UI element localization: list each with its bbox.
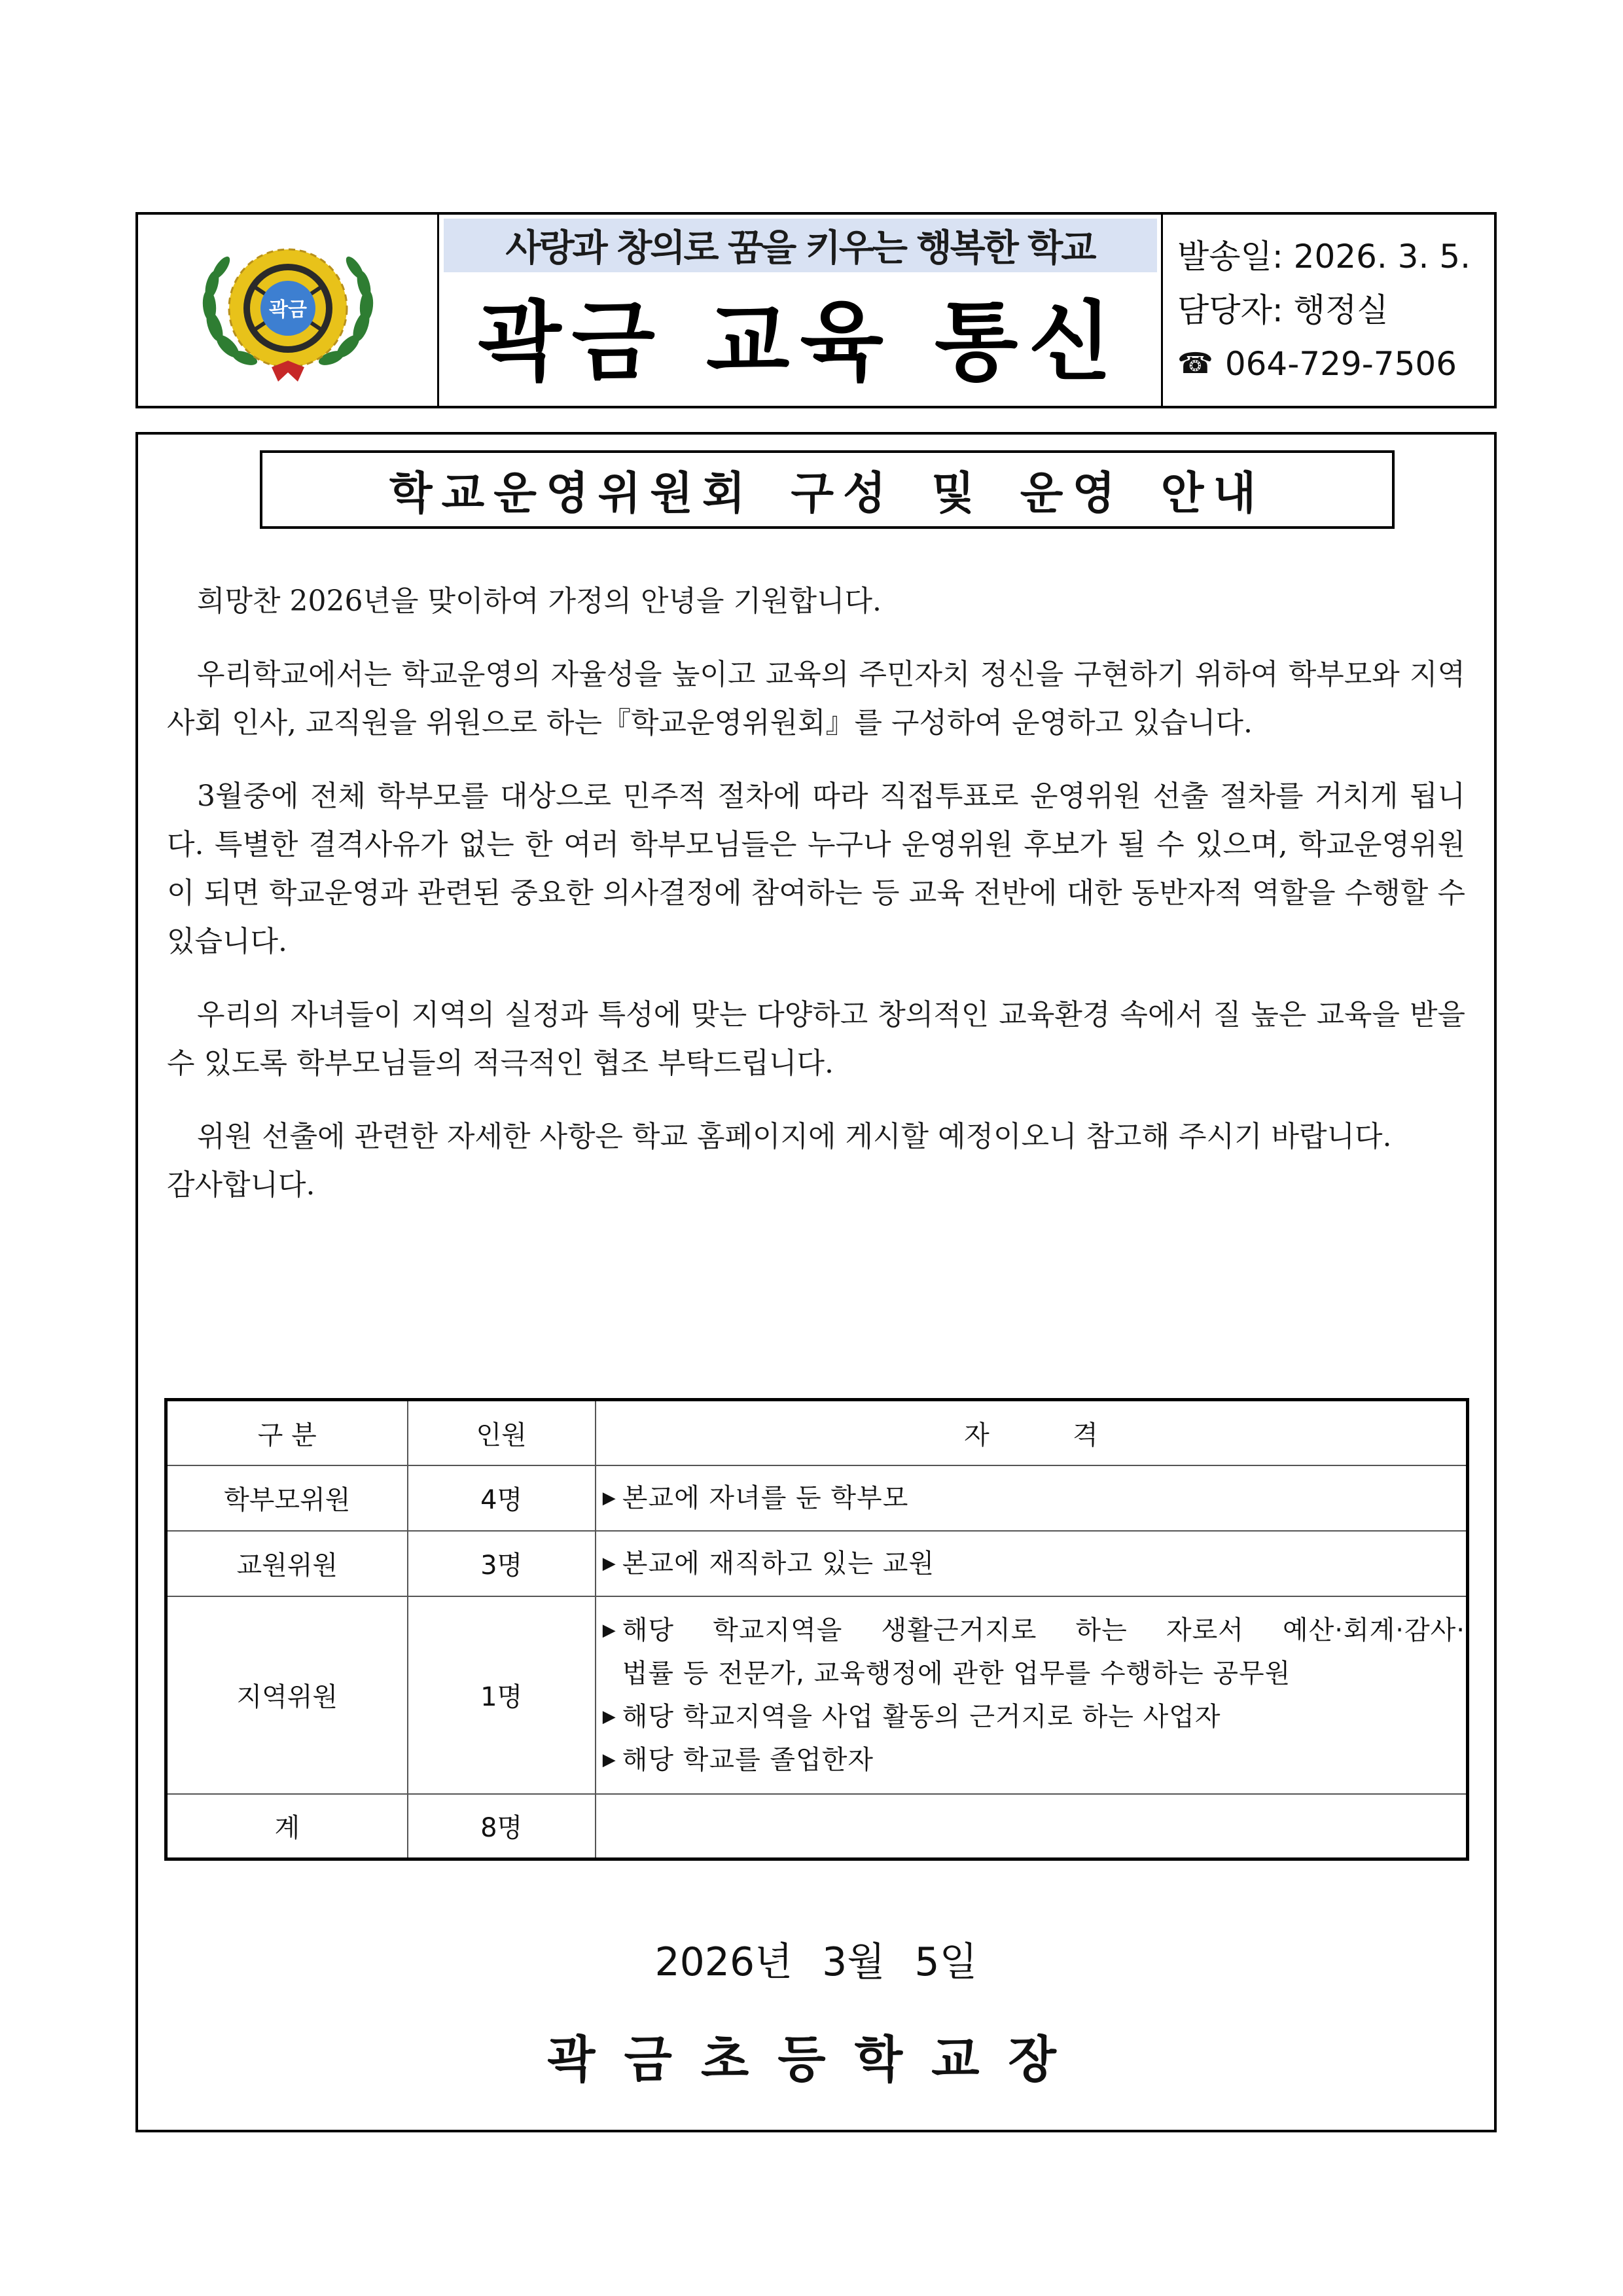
table-row [166,1465,1468,1531]
header-category: 구 분 [166,1400,408,1465]
notice-title: 학교운영위원회 구성 및 운영 안내 [260,450,1395,529]
row-qualification: ▶ 해당 학교지역을 생활근거지로 하는 자로서 예산·회계·감사· 법률 등 전문가, 교육행정에 관한 업무를 수행하는 공무원 ▶ 해당 학교지역을 사업 활동의 근거지로 하는 사업자 ▶ 해당 학교를 졸업한자 [596,1596,1468,1794]
closing-thanks: 감사합니다. [167,1168,315,1202]
notice-body [135,432,1497,2132]
school-emblem-icon [190,235,386,386]
row-category: 지역위원 [166,1596,408,1794]
row-category: 교원위원 [166,1531,408,1596]
paragraph-election: 3월중에 전체 학부모를 대상으로 민주적 절차에 따라 직접투표로 운영위원 선출 절차를 거치게 됩니다. 특별한 결격사유가 없는 한 여러 학부모님들은 누구나 운영위원 후보가 될 수 있으며, 학교운영위원이 되면 학교운영과 관련된 중요한 의사결정에 참여하는 등 교육 전반에 대한 동반자적 역할을 수행할 수 있습니다. [167,780,1465,958]
table-row [166,1531,1468,1596]
bullet-triangle-icon: ▶ [602,1749,616,1770]
row-qualification [596,1794,1468,1859]
committee-table [164,1398,1469,1861]
newsletter-title: 곽금 교육 통신 [478,292,1122,393]
newsletter-header [135,212,1497,408]
paragraph-greeting: 희망찬 2026년을 맞이하여 가정의 안녕을 기원합니다. [197,584,882,618]
school-motto: 사랑과 창의로 꿈을 키우는 행복한 학교 [444,219,1157,272]
row-count: 3명 [408,1531,596,1596]
contact-person: 담당자: 행정실 [1177,291,1389,329]
issue-date: 2026년 3월 5일 [654,1939,978,1985]
row-qualification: ▶ 본교에 재직하고 있는 교원 [596,1531,1468,1596]
table-row-total [166,1794,1468,1859]
header-count: 인원 [408,1400,596,1465]
bullet-triangle-icon: ▶ [602,1620,616,1640]
principal-signature: 곽금초등학교장 [547,2030,1085,2089]
bullet-triangle-icon: ▶ [602,1706,616,1727]
paragraph-request: 우리의 자녀들이 지역의 실정과 특성에 맞는 다양하고 창의적인 교육환경 속에서 질 높은 교육을 받을 수 있도록 학부모님들의 적극적인 협조 부탁드립니다. [167,998,1465,1080]
paragraph-purpose: 우리학교에서는 학교운영의 자율성을 높이고 교육의 주민자치 정신을 구현하기 위하여 학부모와 지역사회 인사, 교직원을 위원으로 하는『학교운영위원회』를 구성하여 운영하고 있습니다. [167,658,1465,740]
phone-row [1177,337,1494,391]
phone-number: 064-729-7506 [1224,345,1457,383]
header-qualification: 자 격 [596,1400,1468,1465]
bullet-triangle-icon: ▶ [602,1553,616,1573]
row-count: 8명 [408,1794,596,1859]
row-count: 1명 [408,1596,596,1794]
sent-date: 발송일: 2026. 3. 5. [1177,238,1471,276]
row-qualification: ▶ 본교에 자녀를 둔 학부모 [596,1465,1468,1531]
svg-text:곽금: 곽금 [268,298,307,321]
header-center [439,215,1163,406]
paragraph-homepage: 위원 선출에 관련한 자세한 사항은 학교 홈페이지에 게시할 예정이오니 참고해 주시기 바랍니다. [197,1120,1392,1153]
table-row [166,1596,1468,1794]
header-info [1163,215,1494,406]
logo-cell [138,215,439,406]
bullet-triangle-icon: ▶ [602,1488,616,1508]
row-category: 계 [166,1794,408,1859]
row-count: 4명 [408,1465,596,1531]
phone-icon: ☎ [1177,347,1213,380]
row-category: 학부모위원 [166,1465,408,1531]
notice-text [167,577,1465,1210]
table-header-row [166,1400,1468,1465]
